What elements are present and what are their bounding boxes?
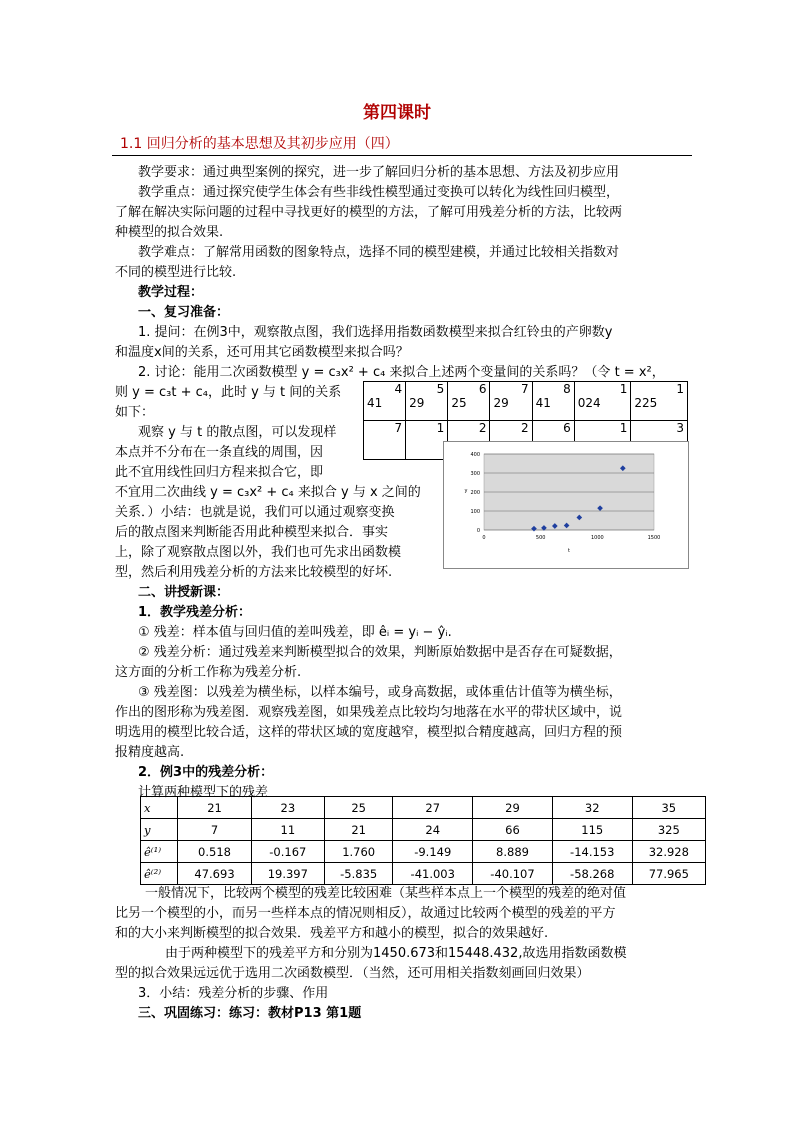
- page-title: 第四课时: [363, 103, 431, 123]
- table-cell: -58.268: [552, 863, 632, 885]
- table-cell: 5 29: [406, 382, 448, 421]
- question-2: 2. 讨论：能用二次函数模型 y = c₃x² + c₄ 来拟合上述两个变量间的关系吗？（令 t = x²，: [138, 365, 665, 380]
- sum-of-squares-2: 型的拟合效果远远优于选用二次函数模型．（当然，还可用相关指数刻画回归效果）: [115, 966, 590, 981]
- teaching-focus-2: 了解在解决实际问题的过程中寻找更好的模型的方法，了解可用残差分析的方法，比较两: [115, 205, 623, 220]
- teaching-requirement: 教学要求：通过典型案例的探究，进一步了解回归分析的基本思想、方法及初步应用: [138, 165, 620, 180]
- residual-analysis-def: ② 残差分析：通过残差来判断模型拟合的效果，判断原始数据中是否存在可疑数据，: [138, 645, 622, 660]
- observation-3: 此不宜用线性回归方程来拟合它，即: [115, 465, 324, 480]
- compute-residuals: 计算两种模型下的残差: [138, 785, 269, 800]
- table-cell: 2: [448, 421, 490, 460]
- general-case-1: 一般情况下，比较两个模型的残差比较困难（某些样本点上一个模型的残差的绝对值: [145, 886, 627, 901]
- observation-1: 观察 y 与 t 的散点图，可以发现样: [138, 425, 337, 440]
- teaching-difficulty-2: 不同的模型进行比较.: [115, 265, 237, 280]
- teaching-difficulty: 教学难点：了解常用函数的图象特点，选择不同的模型建模，并通过比较相关指数对: [138, 245, 620, 260]
- table-cell: 7: [178, 819, 251, 841]
- teaching-focus: 教学重点：通过探究使学生体会有些非线性模型通过变换可以转化为线性回归模型，: [138, 185, 620, 200]
- table-cell: 1: [406, 421, 448, 460]
- table-cell: 6 25: [448, 382, 490, 421]
- table-cell: 66: [473, 819, 553, 841]
- observation-4: 不宜用二次曲线 y = c₃x² + c₄ 来拟合 y 与 x 之间的: [115, 485, 421, 500]
- table-row-header: x: [141, 797, 178, 819]
- section-subtitle: 1.1 回归分析的基本思想及其初步应用（四）: [120, 136, 399, 152]
- table-cell: 2: [490, 421, 532, 460]
- table-cell: -14.153: [552, 841, 632, 863]
- x-tick-label: 0: [482, 535, 486, 541]
- sum-of-squares-1: 由于两种模型下的残差平方和分别为1450.673和15448.432,故选用指数函数模: [165, 946, 627, 961]
- observation-2: 本点并不分布在一条直线的周围，因: [115, 445, 324, 460]
- residual-plot-def: ③ 残差图：以残差为横坐标，以样本编号，或身高数据，或体重估计值等为横坐标，: [138, 685, 622, 700]
- table-cell: 23: [251, 797, 324, 819]
- y-tick-label: 200: [470, 490, 480, 496]
- table-cell: 35: [632, 797, 705, 819]
- x-tick-label: 1500: [647, 535, 661, 541]
- table-cell: 1 024: [574, 382, 631, 421]
- table-cell: 19.397: [251, 863, 324, 885]
- table-cell: 115: [552, 819, 632, 841]
- table-cell: 8.889: [473, 841, 553, 863]
- summary: 3．小结：残差分析的步骤、作用: [138, 986, 329, 1001]
- y-tick-label: 0: [476, 528, 480, 534]
- table-cell: 21: [178, 797, 251, 819]
- section-new-lesson: 二、讲授新课：: [138, 585, 230, 600]
- observation-6: 后的散点图来判断能否用此种模型来拟合．事实: [115, 525, 389, 540]
- table-row-header: ê⁽²⁾: [141, 863, 178, 885]
- table-cell: 25: [324, 797, 392, 819]
- residual-plot-def-4: 报精度越高.: [115, 745, 185, 760]
- residual-definition: ① 残差：样本值与回归值的差叫残差，即 êᵢ = yᵢ − ŷᵢ.: [138, 625, 452, 640]
- table-cell: 11: [251, 819, 324, 841]
- table-cell: 1 225: [631, 382, 688, 421]
- observation-5: 关系．）小结：也就是说，我们可以通过观察变换: [115, 505, 395, 520]
- table-cell: 32.928: [632, 841, 705, 863]
- table-cell: 7: [364, 421, 406, 460]
- general-case-2: 比另一个模型的小，而另一些样本点的情况则相反），故通过比较两个模型的残差的平方: [115, 906, 616, 921]
- table-cell: 8 41: [532, 382, 574, 421]
- residual-plot-def-2: 作出的图形称为残差图．观察残差图，如果残差点比较均匀地落在水平的带状区域中，说: [115, 705, 623, 720]
- y-tick-label: 100: [470, 509, 480, 515]
- table-cell: 0.518: [178, 841, 251, 863]
- example-3-heading: 2．例3中的残差分析：: [138, 765, 274, 780]
- question-2-cont: 则 y = c₃t + c₄，此时 y 与 t 间的关系: [115, 385, 342, 400]
- question-2-cont-2: 如下：: [115, 405, 155, 420]
- table-cell: 77.965: [632, 863, 705, 885]
- table-cell: -5.835: [324, 863, 392, 885]
- table-cell: -40.107: [473, 863, 553, 885]
- observation-7: 上，除了观察散点图以外，我们也可先求出函数模: [115, 545, 402, 560]
- residual-analysis-heading: 1．教学残差分析：: [138, 605, 252, 620]
- observation-8: 型，然后利用残差分析的方法来比较模型的好坏.: [115, 565, 393, 580]
- scatter-chart: [443, 441, 689, 569]
- table-row: [364, 382, 688, 421]
- residual-table: [140, 796, 706, 885]
- table-row: [141, 863, 706, 885]
- x-tick-label: 500: [535, 535, 546, 541]
- table-cell: 29: [473, 797, 553, 819]
- table-cell: 1: [574, 421, 631, 460]
- table-row: [141, 797, 706, 819]
- table-cell: 32: [552, 797, 632, 819]
- question-1: 1. 提问：在例3中，观察散点图，我们选择用指数函数模型来拟合红铃虫的产卵数y: [138, 325, 613, 340]
- x-axis-label: t: [568, 548, 570, 554]
- section-review: 一、复习准备：: [138, 305, 230, 320]
- table-row-header: y: [141, 819, 178, 841]
- table-cell: 47.693: [178, 863, 251, 885]
- table-cell: 6: [532, 421, 574, 460]
- general-case-3: 和的大小来判断模型的拟合效果．残差平方和越小的模型，拟合的效果越好.: [115, 926, 549, 941]
- table-row: [141, 841, 706, 863]
- residual-analysis-def-2: 这方面的分析工作称为残差分析.: [115, 665, 302, 680]
- table-cell: 27: [393, 797, 473, 819]
- practice: 三、巩固练习：练习：教材P13 第1题: [138, 1006, 362, 1021]
- table-cell: 325: [632, 819, 705, 841]
- table-cell: 21: [324, 819, 392, 841]
- table-cell: 24: [393, 819, 473, 841]
- residual-plot-def-3: 明选用的模型比较合适，这样的带状区域的宽度越窄，模型拟合精度越高，回归方程的预: [115, 725, 623, 740]
- table-cell: 1.760: [324, 841, 392, 863]
- scatter-plot-svg: [444, 442, 688, 568]
- table-row: [141, 819, 706, 841]
- table-row-header: ê⁽¹⁾: [141, 841, 178, 863]
- y-axis-label: y: [464, 488, 468, 494]
- teaching-focus-3: 种模型的拟合效果.: [115, 225, 224, 240]
- y-tick-label: 300: [470, 471, 480, 477]
- table-cell: 7 29: [490, 382, 532, 421]
- table-cell: -9.149: [393, 841, 473, 863]
- question-1-cont: 和温度x间的关系，还可用其它函数模型来拟合吗？: [115, 345, 409, 360]
- x-tick-label: 1000: [590, 535, 604, 541]
- table-cell: -0.167: [251, 841, 324, 863]
- table-cell: 3: [631, 421, 688, 460]
- table-cell: -41.003: [393, 863, 473, 885]
- table-cell: 4 41: [364, 382, 406, 421]
- teaching-process: 教学过程：: [138, 285, 204, 300]
- y-tick-label: 400: [470, 452, 480, 458]
- divider: [112, 155, 692, 156]
